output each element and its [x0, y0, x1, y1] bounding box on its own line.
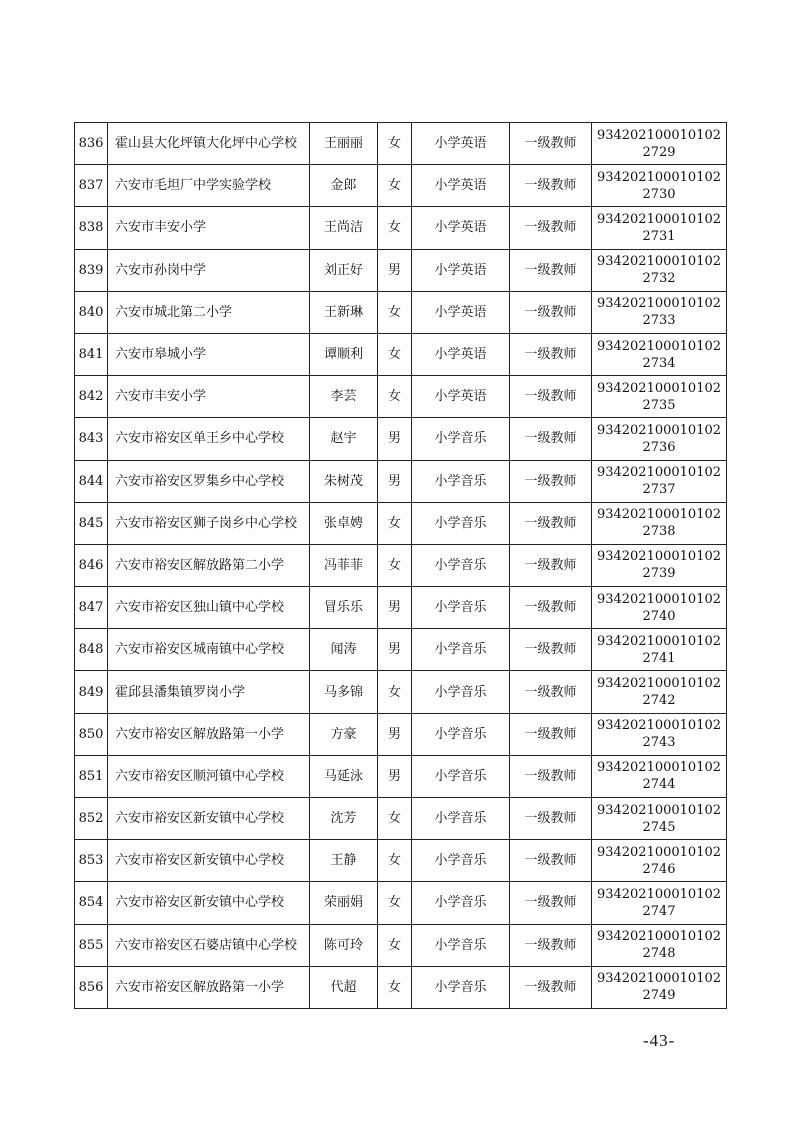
- cell-title: 一级教师: [510, 123, 592, 165]
- cell-gender: 男: [378, 418, 412, 460]
- cell-title: 一级教师: [510, 291, 592, 333]
- table-row: [75, 333, 727, 375]
- cell-certificate-number: 9342021000101022735: [592, 376, 727, 418]
- table-row: [75, 376, 727, 418]
- cell-number: 851: [75, 755, 108, 797]
- cell-name: 王静: [310, 840, 378, 882]
- cell-subject: 小学音乐: [412, 924, 510, 966]
- cell-name: 冯菲菲: [310, 544, 378, 586]
- table-row: [75, 587, 727, 629]
- cell-subject: 小学音乐: [412, 966, 510, 1008]
- cell-gender: 女: [378, 291, 412, 333]
- cell-certificate-number: 9342021000101022740: [592, 587, 727, 629]
- cell-school: 六安市裕安区顺河镇中心学校: [108, 755, 310, 797]
- cell-title: 一级教师: [510, 882, 592, 924]
- cell-name: 刘正好: [310, 249, 378, 291]
- cell-title: 一级教师: [510, 165, 592, 207]
- cell-title: 一级教师: [510, 713, 592, 755]
- table-row: [75, 755, 727, 797]
- cell-gender: 女: [378, 966, 412, 1008]
- cell-subject: 小学音乐: [412, 882, 510, 924]
- cell-title: 一级教师: [510, 207, 592, 249]
- cell-subject: 小学音乐: [412, 798, 510, 840]
- cell-number: 848: [75, 629, 108, 671]
- cell-gender: 男: [378, 629, 412, 671]
- cell-school: 六安市裕安区罗集乡中心学校: [108, 460, 310, 502]
- cell-gender: 女: [378, 207, 412, 249]
- cell-number: 839: [75, 249, 108, 291]
- cell-school: 六安市裕安区单王乡中心学校: [108, 418, 310, 460]
- cell-number: 855: [75, 924, 108, 966]
- cell-school: 六安市裕安区解放路第二小学: [108, 544, 310, 586]
- table-row: [75, 629, 727, 671]
- cell-number: 837: [75, 165, 108, 207]
- cell-gender: 女: [378, 924, 412, 966]
- table-row: [75, 671, 727, 713]
- cell-name: 马多锦: [310, 671, 378, 713]
- cell-number: 850: [75, 713, 108, 755]
- cell-name: 方豪: [310, 713, 378, 755]
- cell-school: 六安市孙岗中学: [108, 249, 310, 291]
- table-row: [75, 544, 727, 586]
- cell-number: 840: [75, 291, 108, 333]
- cell-subject: 小学英语: [412, 207, 510, 249]
- cell-school: 六安市裕安区新安镇中心学校: [108, 882, 310, 924]
- table-row: [75, 840, 727, 882]
- cell-title: 一级教师: [510, 502, 592, 544]
- cell-number: 849: [75, 671, 108, 713]
- cell-subject: 小学英语: [412, 291, 510, 333]
- cell-number: 836: [75, 123, 108, 165]
- cell-name: 马延泳: [310, 755, 378, 797]
- cell-title: 一级教师: [510, 966, 592, 1008]
- cell-title: 一级教师: [510, 798, 592, 840]
- cell-title: 一级教师: [510, 460, 592, 502]
- cell-number: 847: [75, 587, 108, 629]
- cell-title: 一级教师: [510, 544, 592, 586]
- cell-certificate-number: 9342021000101022743: [592, 713, 727, 755]
- cell-name: 沈芳: [310, 798, 378, 840]
- cell-name: 赵宇: [310, 418, 378, 460]
- cell-number: 842: [75, 376, 108, 418]
- cell-subject: 小学音乐: [412, 755, 510, 797]
- cell-name: 金郎: [310, 165, 378, 207]
- cell-school: 六安市裕安区狮子岗乡中心学校: [108, 502, 310, 544]
- cell-gender: 女: [378, 671, 412, 713]
- cell-gender: 女: [378, 840, 412, 882]
- cell-number: 843: [75, 418, 108, 460]
- cell-gender: 男: [378, 713, 412, 755]
- cell-name: 王丽丽: [310, 123, 378, 165]
- cell-gender: 男: [378, 587, 412, 629]
- cell-name: 代超: [310, 966, 378, 1008]
- cell-subject: 小学音乐: [412, 713, 510, 755]
- cell-certificate-number: 9342021000101022732: [592, 249, 727, 291]
- cell-subject: 小学音乐: [412, 460, 510, 502]
- cell-school: 六安市裕安区解放路第一小学: [108, 966, 310, 1008]
- cell-gender: 男: [378, 755, 412, 797]
- cell-school: 霍邱县潘集镇罗岗小学: [108, 671, 310, 713]
- cell-subject: 小学音乐: [412, 840, 510, 882]
- table-row: [75, 418, 727, 460]
- cell-school: 六安市皋城小学: [108, 333, 310, 375]
- cell-subject: 小学音乐: [412, 587, 510, 629]
- cell-certificate-number: 9342021000101022746: [592, 840, 727, 882]
- cell-school: 六安市裕安区石婆店镇中心学校: [108, 924, 310, 966]
- cell-certificate-number: 9342021000101022736: [592, 418, 727, 460]
- cell-certificate-number: 9342021000101022748: [592, 924, 727, 966]
- table-row: [75, 123, 727, 165]
- cell-subject: 小学英语: [412, 249, 510, 291]
- cell-certificate-number: 9342021000101022738: [592, 502, 727, 544]
- cell-subject: 小学英语: [412, 376, 510, 418]
- teacher-roster-table: [74, 122, 727, 1009]
- cell-subject: 小学音乐: [412, 671, 510, 713]
- cell-gender: 女: [378, 502, 412, 544]
- table-row: [75, 966, 727, 1008]
- cell-title: 一级教师: [510, 249, 592, 291]
- cell-school: 六安市裕安区解放路第一小学: [108, 713, 310, 755]
- cell-title: 一级教师: [510, 840, 592, 882]
- cell-certificate-number: 9342021000101022731: [592, 207, 727, 249]
- cell-school: 六安市城北第二小学: [108, 291, 310, 333]
- table-row: [75, 713, 727, 755]
- cell-name: 王新琳: [310, 291, 378, 333]
- cell-gender: 男: [378, 460, 412, 502]
- cell-number: 838: [75, 207, 108, 249]
- cell-subject: 小学英语: [412, 165, 510, 207]
- cell-name: 冒乐乐: [310, 587, 378, 629]
- cell-certificate-number: 9342021000101022739: [592, 544, 727, 586]
- cell-subject: 小学音乐: [412, 629, 510, 671]
- cell-school: 六安市毛坦厂中学实验学校: [108, 165, 310, 207]
- cell-subject: 小学音乐: [412, 502, 510, 544]
- cell-gender: 女: [378, 798, 412, 840]
- cell-certificate-number: 9342021000101022744: [592, 755, 727, 797]
- cell-name: 荣丽娟: [310, 882, 378, 924]
- cell-number: 844: [75, 460, 108, 502]
- cell-school: 六安市丰安小学: [108, 207, 310, 249]
- cell-certificate-number: 9342021000101022729: [592, 123, 727, 165]
- page-number: -43-: [643, 1031, 676, 1050]
- cell-gender: 女: [378, 544, 412, 586]
- cell-certificate-number: 9342021000101022730: [592, 165, 727, 207]
- table-row: [75, 882, 727, 924]
- cell-certificate-number: 9342021000101022734: [592, 333, 727, 375]
- cell-certificate-number: 9342021000101022741: [592, 629, 727, 671]
- cell-certificate-number: 9342021000101022737: [592, 460, 727, 502]
- cell-subject: 小学英语: [412, 333, 510, 375]
- cell-certificate-number: 9342021000101022749: [592, 966, 727, 1008]
- cell-name: 朱树茂: [310, 460, 378, 502]
- cell-name: 李芸: [310, 376, 378, 418]
- cell-title: 一级教师: [510, 755, 592, 797]
- cell-title: 一级教师: [510, 587, 592, 629]
- cell-number: 853: [75, 840, 108, 882]
- cell-name: 王尚洁: [310, 207, 378, 249]
- cell-school: 六安市裕安区新安镇中心学校: [108, 798, 310, 840]
- cell-certificate-number: 9342021000101022742: [592, 671, 727, 713]
- cell-number: 854: [75, 882, 108, 924]
- cell-number: 846: [75, 544, 108, 586]
- cell-gender: 女: [378, 123, 412, 165]
- cell-school: 霍山县大化坪镇大化坪中心学校: [108, 123, 310, 165]
- cell-school: 六安市裕安区独山镇中心学校: [108, 587, 310, 629]
- roster-body: [75, 123, 727, 1009]
- cell-certificate-number: 9342021000101022733: [592, 291, 727, 333]
- table-row: [75, 165, 727, 207]
- cell-name: 张卓娉: [310, 502, 378, 544]
- cell-title: 一级教师: [510, 376, 592, 418]
- cell-title: 一级教师: [510, 418, 592, 460]
- cell-gender: 男: [378, 249, 412, 291]
- cell-gender: 女: [378, 333, 412, 375]
- cell-gender: 女: [378, 882, 412, 924]
- cell-subject: 小学音乐: [412, 544, 510, 586]
- cell-title: 一级教师: [510, 671, 592, 713]
- cell-certificate-number: 9342021000101022745: [592, 798, 727, 840]
- cell-number: 845: [75, 502, 108, 544]
- table-row: [75, 798, 727, 840]
- cell-school: 六安市裕安区城南镇中心学校: [108, 629, 310, 671]
- table-row: [75, 924, 727, 966]
- cell-gender: 女: [378, 165, 412, 207]
- cell-certificate-number: 9342021000101022747: [592, 882, 727, 924]
- cell-subject: 小学英语: [412, 123, 510, 165]
- table-row: [75, 291, 727, 333]
- cell-number: 856: [75, 966, 108, 1008]
- cell-school: 六安市丰安小学: [108, 376, 310, 418]
- cell-subject: 小学音乐: [412, 418, 510, 460]
- table-row: [75, 502, 727, 544]
- cell-name: 闻涛: [310, 629, 378, 671]
- table-row: [75, 207, 727, 249]
- cell-number: 852: [75, 798, 108, 840]
- cell-name: 谭顺利: [310, 333, 378, 375]
- cell-name: 陈可玲: [310, 924, 378, 966]
- cell-school: 六安市裕安区新安镇中心学校: [108, 840, 310, 882]
- cell-gender: 女: [378, 376, 412, 418]
- cell-title: 一级教师: [510, 924, 592, 966]
- cell-number: 841: [75, 333, 108, 375]
- table-row: [75, 249, 727, 291]
- cell-title: 一级教师: [510, 333, 592, 375]
- cell-title: 一级教师: [510, 629, 592, 671]
- table-row: [75, 460, 727, 502]
